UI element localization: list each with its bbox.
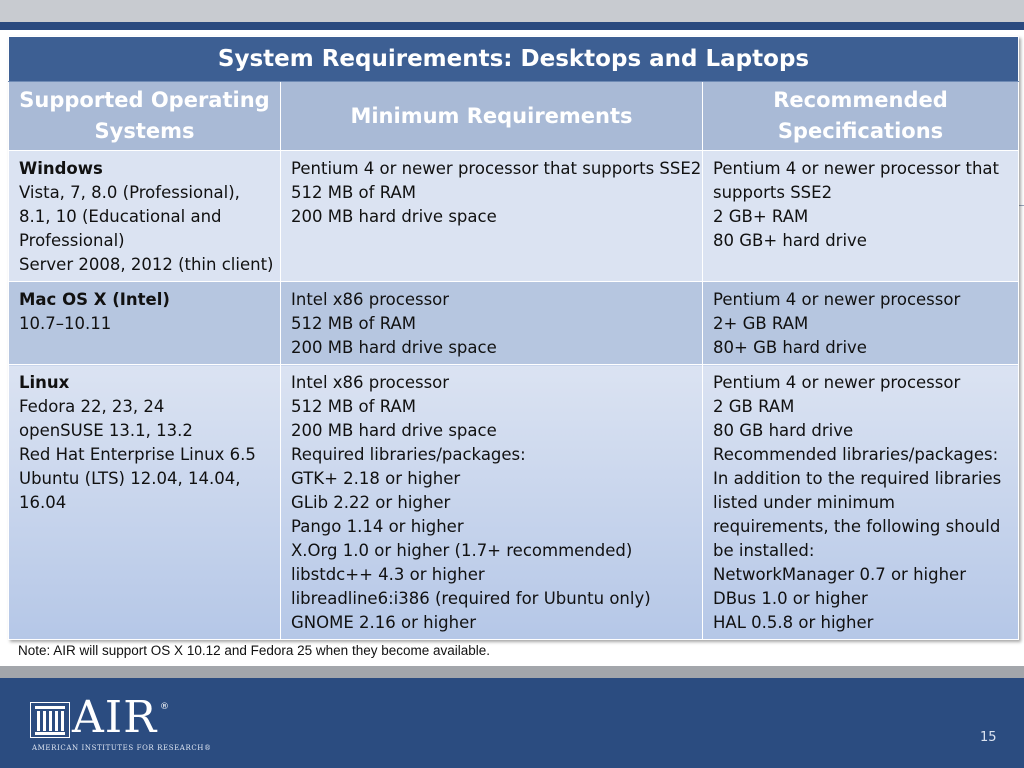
table-row-mac (9, 282, 1019, 365)
requirement-line: Intel x86 processor (291, 290, 450, 309)
requirement-line: Intel x86 processor (291, 373, 450, 392)
table-row-windows (9, 151, 1019, 282)
recommendation-line: In addition to the required libraries listed under minimum requirements, the following should be installed: (713, 469, 1002, 560)
requirement-line: 200 MB hard drive space (291, 421, 497, 440)
os-versions: Ubuntu (LTS) 12.04, 14.04, 16.04 (19, 469, 241, 512)
recommendation-line: 80 GB hard drive (713, 421, 854, 440)
requirement-line: 200 MB hard drive space (291, 207, 497, 226)
footer (0, 678, 1024, 768)
requirements-table (8, 36, 1019, 640)
requirement-line: X.Org 1.0 or higher (1.7+ recommended) (291, 541, 633, 560)
recommended-cell (703, 282, 1019, 365)
top-gray-band (0, 0, 1024, 22)
recommendation-line: HAL 0.5.8 or higher (713, 613, 874, 632)
minimum-cell (281, 365, 703, 640)
registered-mark: ® (160, 702, 169, 712)
recommendation-line: DBus 1.0 or higher (713, 589, 868, 608)
table-row-linux (9, 365, 1019, 640)
os-name: Linux (19, 373, 70, 392)
header-recommended-specs: Recommended Specifications (703, 82, 1019, 151)
requirement-line: 512 MB of RAM (291, 397, 417, 416)
building-columns-icon (30, 702, 70, 738)
logo-wordmark: AIR (72, 692, 158, 743)
recommended-cell (703, 365, 1019, 640)
recommended-cell (703, 151, 1019, 282)
recommendation-line: NetworkManager 0.7 or higher (713, 565, 966, 584)
requirement-line: 512 MB of RAM (291, 183, 417, 202)
requirement-line: libreadline6:i386 (required for Ubuntu only) (291, 589, 651, 608)
requirement-line: Pango 1.14 or higher (291, 517, 464, 536)
table-title: System Requirements: Desktops and Laptops (9, 37, 1019, 82)
os-versions: Red Hat Enterprise Linux 6.5 (19, 445, 256, 464)
top-blue-band (0, 22, 1024, 30)
os-cell (9, 365, 281, 640)
recommendation-line: Pentium 4 or newer processor (713, 373, 961, 392)
os-versions: openSUSE 13.1, 13.2 (19, 421, 193, 440)
recommendation-line: 2 GB RAM (713, 397, 795, 416)
recommendation-line: Pentium 4 or newer processor that supports SSE2 (713, 159, 999, 202)
requirement-line: Pentium 4 or newer processor that supports SSE2 (291, 159, 702, 178)
requirement-line: Required libraries/packages: (291, 445, 526, 464)
os-versions: Server 2008, 2012 (thin client) (19, 255, 274, 274)
os-versions: 10.7–10.11 (19, 314, 112, 333)
os-cell (9, 282, 281, 365)
footer-gray-band (0, 666, 1024, 678)
os-versions: Fedora 22, 23, 24 (19, 397, 165, 416)
os-cell (9, 151, 281, 282)
minimum-cell (281, 282, 703, 365)
recommendation-line: Recommended libraries/packages: (713, 445, 999, 464)
header-minimum-requirements: Minimum Requirements (281, 82, 703, 151)
header-supported-os: Supported Operating Systems (9, 82, 281, 151)
minimum-cell (281, 151, 703, 282)
os-name: Windows (19, 159, 103, 178)
footnote: Note: AIR will support OS X 10.12 and Fedora 25 when they become available. (18, 643, 491, 658)
requirement-line: GLib 2.22 or higher (291, 493, 451, 512)
requirement-line: 200 MB hard drive space (291, 338, 497, 357)
os-versions: Vista, 7, 8.0 (Professional), 8.1, 10 (Educational and Professional) (19, 183, 240, 250)
recommendation-line: 80+ GB hard drive (713, 338, 867, 357)
recommendation-line: 80 GB+ hard drive (713, 231, 867, 250)
requirement-line: GTK+ 2.18 or higher (291, 469, 461, 488)
requirement-line: libstdc++ 4.3 or higher (291, 565, 485, 584)
requirement-line: GNOME 2.16 or higher (291, 613, 477, 632)
recommendation-line: 2 GB+ RAM (713, 207, 809, 226)
page-number: 15 (980, 730, 997, 745)
recommendation-line: 2+ GB RAM (713, 314, 809, 333)
os-name: Mac OS X (Intel) (19, 290, 170, 309)
recommendation-line: Pentium 4 or newer processor (713, 290, 961, 309)
logo-subtitle: AMERICAN INSTITUTES FOR RESEARCH® (32, 744, 212, 752)
requirement-line: 512 MB of RAM (291, 314, 417, 333)
